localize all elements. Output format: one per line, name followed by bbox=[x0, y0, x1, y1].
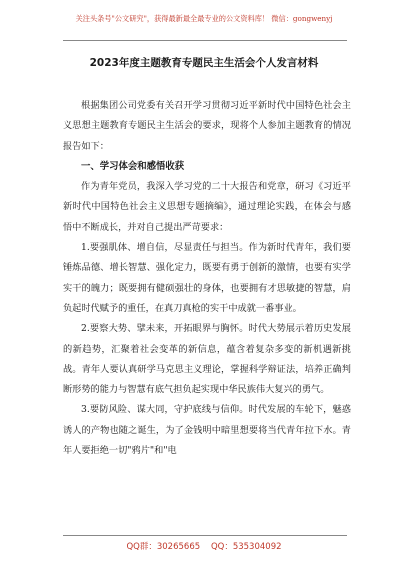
header-divider bbox=[63, 40, 347, 41]
document-body bbox=[63, 96, 351, 461]
document-title: 2023年度主题教育专题民主生活会个人发言材料 bbox=[89, 57, 319, 69]
footer-divider bbox=[63, 535, 347, 536]
paragraph-2 bbox=[63, 238, 351, 319]
footer-qq-group: QQ群：30265665 bbox=[126, 542, 201, 552]
paragraph-2-text: 要强肌体、增自信，尽显责任与担当。作为新时代青年，我们要锤炼品德、增长智慧、强化定力，既要有勇于创新的激情，也要有实学实干的魄力；既要拥有健硕强壮的身体，也要拥有才思敏捷的智慧，肩负起时代赋予的重任，在真刀真枪的实干中成就一番事业。 bbox=[63, 242, 351, 314]
paragraph-4 bbox=[63, 400, 351, 461]
paragraph-3-number: 2. bbox=[81, 323, 90, 335]
paragraph-4-text: 要防风险、谋大同，守护底线与信仰。时代发展的车轮下，魅惑诱人的产物也随之诞生，为了金钱明中暗里想要将当代青年拉下水。青年人要拒绝一切"鸦片"和"电 bbox=[63, 404, 351, 457]
header-notice: 关注头条号"公文研究"，获得最新最全最专业的公文资料库！ 微信：gongwenyj bbox=[75, 14, 333, 23]
footer-contact bbox=[0, 540, 408, 552]
paragraph-1: 作为青年党员，我深入学习党的二十大报告和党章，研习《习近平新时代中国特色社会主义思想专题摘编》，通过理论实践，在体会与感悟中不断成长，并对自己提出严苛要求： bbox=[63, 181, 351, 233]
paragraph-3 bbox=[63, 319, 351, 400]
paragraph-2-number: 1. bbox=[81, 242, 90, 254]
paragraph-3-text: 要察大势、擘未来，开拓眼界与胸怀。时代大势展示着历史发展的新趋势，汇聚着社会变革的新信息，蕴含着复杂多变的新机遇新挑战。青年人要认真研学马克思主义理论，掌握科学辩证法，培养正确判断形势的能力与智慧有底气担负起实现中华民族伟大复兴的勇气。 bbox=[63, 323, 351, 396]
footer-qq: QQ：535304092 bbox=[210, 542, 282, 552]
section-heading: 一、学习体会和感悟收获 bbox=[81, 160, 185, 172]
paragraph-4-number: 3. bbox=[81, 404, 90, 416]
intro-paragraph: 根据集团公司党委有关召开学习贯彻习近平新时代中国特色社会主义思想主题教育专题民主生活会的要求，现将个人参加主题教育的情况报告如下： bbox=[63, 100, 351, 152]
